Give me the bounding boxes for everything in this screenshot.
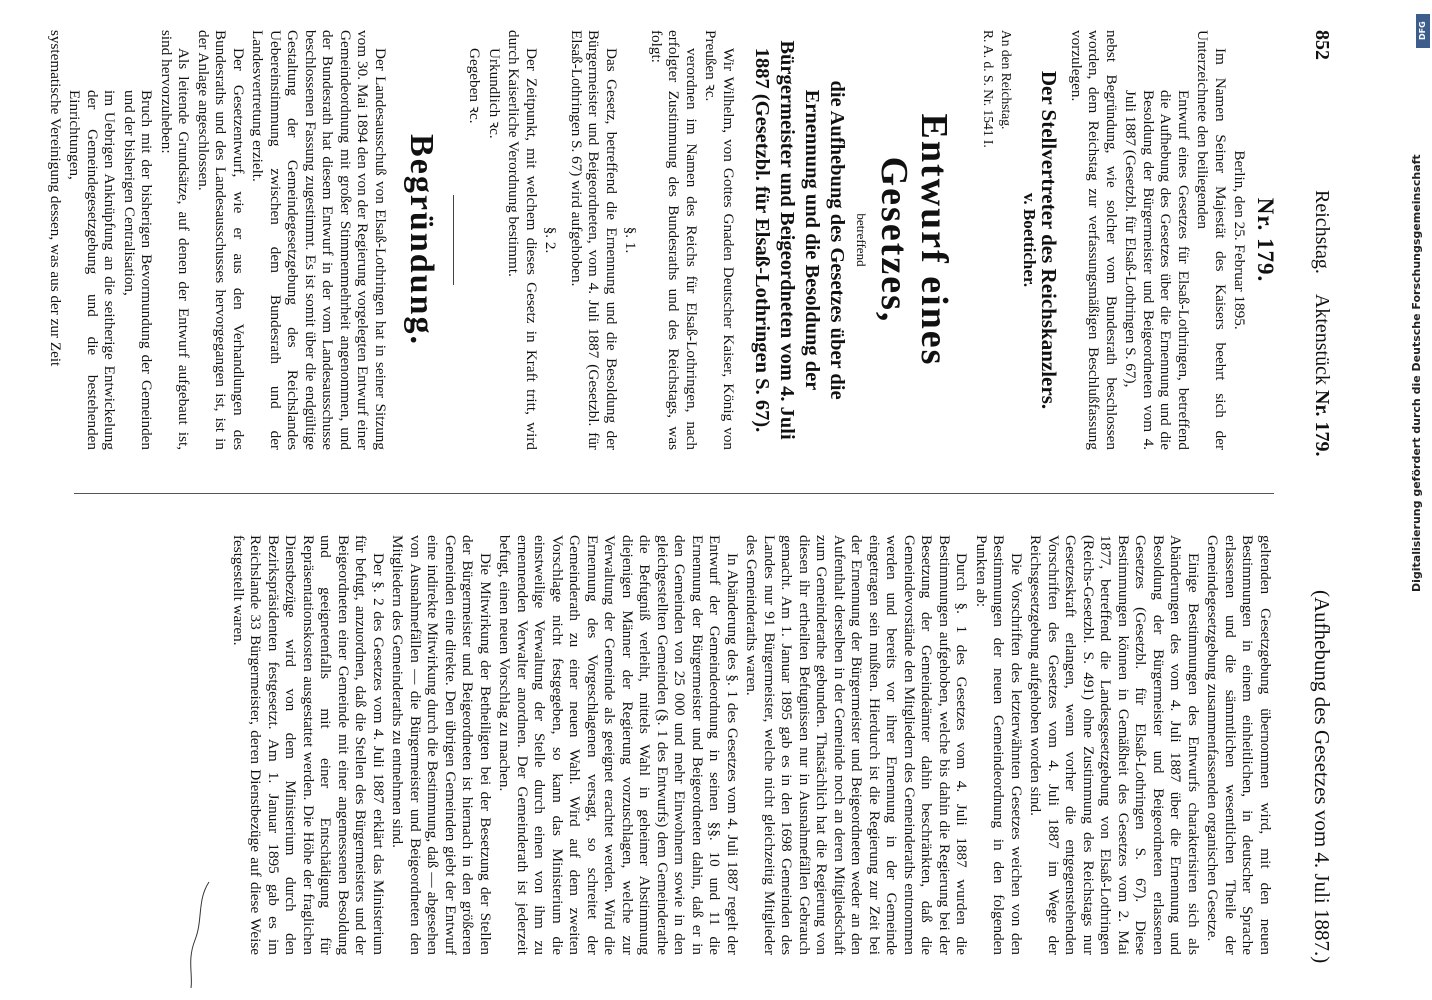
justification-para-2: Der Gesetzentwurf, wie er aus den Verhandlungen des Bundesraths und des Landesausschusses hervorgegangen ist, ist in der Anlage angeschlossen.	[195, 30, 247, 450]
right-para-6: Die Mitwirkung der Betheiligten bei der Besetzung der Stellen der Bürgermeister und Beigeordneten ist hiernach in den größeren Gemeinden eine direkte. Den übrigen Gemeinden giebt der Entwurf eine indirekte Mitwirkung durch die Bestimmung, daß — abgesehen von Ausnahmefällen — die Bürgermeister und Beigeordneten den Mitgliedern des Gemeinderaths zu entnehmen sind.	[389, 535, 494, 955]
section-1-heading: §. 1.	[622, 226, 640, 254]
right-column	[228, 535, 1275, 955]
doc-number-heading: Nr. 179.	[1253, 197, 1278, 283]
margin-annotation-mark	[189, 880, 211, 990]
justification-heading: Begründung.	[403, 134, 440, 346]
bill-title: die Aufhebung des Gesetzes über die Ernennung und die Besoldung der Bürgermeister und Beigeordneten vom 4. Juli 1887 (Gesetzbl. für Elsaß-Lothringen S. 67).	[751, 40, 848, 440]
page-number: 852	[1311, 30, 1333, 60]
date-line: Berlin, den 25. Februar 1895.	[1231, 150, 1249, 330]
signatory-name: v. Boetticher.	[1020, 192, 1039, 288]
principle-1: Bruch mit der bisherigen Bevormundung der Gemeinden und der bisherigen Centralisation,	[121, 90, 156, 450]
left-column	[45, 30, 1278, 450]
section-1-text: Das Gesetz, betreffend die Ernennung und die Besoldung der Bürgermeister und Beigeordneten, vom 4. Juli 1887 (Gesetzbl. für Elsaß-Lothringen S. 67) wird aufgehoben.	[568, 30, 620, 450]
gegeben-line: Gegeben ꝛc.	[466, 48, 484, 124]
justification-para-1: Der Landesausschuß von Elsaß-Lothringen hat in seiner Sitzung vom 30. Mai 1894 den von der Regierung vorgelegten Entwurf einer Gemeindeordnung mit großer Stimmenmehrheit angenommen, und der Bundesrath hat diesem Entwurf in der vom Landesausschusse beschlossenen Fassung zugestimmt. Es ist somit über die endgültige Gestaltung der Gemeindegesetzgebung des Reichslandes Uebereinstimmung zwischen dem Bundesrath und der Landesvertretung erzielt.	[249, 30, 389, 450]
section-separator	[453, 195, 454, 285]
principle-2: im Uebrigen Anknüpfung an die seitherige Entwickelung der Gemeindegesetzgebung und die bestehenden Einrichtungen,	[66, 90, 119, 450]
intro-text: Im Namen Seiner Majestät des Kaisers beehrt sich der Unterzeichnete den beiliegenden	[1194, 30, 1229, 450]
section-2-text: Der Zeitpunkt, mit welchem dieses Gesetz in Kraft tritt, wird durch Kaiserliche Verordnung bestimmt.	[505, 30, 540, 450]
betreffend-label: betreffend	[854, 213, 870, 267]
right-para-4: Durch §. 1 des Gesetzes vom 4. Juli 1887 wurden die Bestimmungen aufgehoben, welche bis dahin die Regierung bei der Besetzung der Gemeindeämter dahin beschränkten, daß die Gemeindevorstände den Mitgliedern des Gemeinderaths entnommen werden und bereits vor ihrer Ernennung in der Gemeinde eingetragen sein mußten. Hierdurch ist die Regierung zur Zeit bei der Ernennung der Bürgermeister und Beigeordneten weder an den Aufenthalt derselben in der Gemeinde noch an deren Mitgliedschaft zum Gemeinderathe gebunden. Thatsächlich hat die Regierung von diesen ihr ertheilten Befugnissen nur in Ausnahmefällen Gebrauch gemacht. Am 1. Januar 1895 gab es in den 1698 Gemeinden des Landes nur 91 Bürgermeister, welche nicht gleichzeitig Mitglieder des Gemeinderaths waren.	[743, 535, 971, 955]
header-section	[1313, 190, 1331, 456]
section-2-heading: §. 2.	[542, 226, 560, 254]
draft-heading: Entwurf eines Gesetzes,	[873, 113, 956, 367]
signatory-title: Der Stellvertreter des Reichskanzlers.	[1037, 70, 1062, 410]
right-para-1: geltenden Gesetzgebung übernommen wird, mit den neuen Bestimmungen in einem einheitlichen, in deutscher Sprache erlassenen und die sämmtlichen wesentlichen Theile der Gemeindegesetzgebung zusammenfassenden organischen Gesetze.	[1204, 535, 1274, 955]
justification-para-3: Als leitende Grundsätze, auf denen der Entwurf aufgebaut ist, sind hervorzuheben:	[158, 30, 193, 450]
header-right: (Aufhebung des Gesetzes vom 4. Juli 1887.)	[1310, 590, 1334, 964]
digitization-watermark: Digitalisierung gefördert durch die Deutsche Forschungsgemeinschaft	[1410, 154, 1423, 592]
dfg-logo: DFG	[1416, 14, 1430, 48]
right-para-3: Die Vorschriften des letzterwähnten Gesetzes weichen von den Bestimmungen der neuen Gemeindeordnung in den folgenden Punkten ab:	[973, 535, 1025, 955]
intro-closing: nebst Begründung, wie solcher vom Bundesrath beschlossen worden, dem Reichstag zur verfassungsmäßigen Beschlußfassung vorzulegen.	[1068, 30, 1120, 450]
urkundlich-line: Urkundlich ꝛc.	[486, 48, 503, 139]
principle-3: systematische Vereinigung dessen, was aus der zur Zeit	[47, 30, 64, 367]
rotated-document-page	[47, 30, 1342, 970]
enacting-formula: Wir Wilhelm, von Gottes Gnaden Deutscher Kaiser, König von Preußen ꝛc.	[702, 30, 737, 450]
right-para-5: In Abänderung des §. 1 des Gesetzes vom 4. Juli 1887 regelt der Entwurf der Gemeindeordnung in seinen §§. 10 und 11 die Ernennung der Bürgermeister und Beigeordneten dahin, daß er in den Gemeinden von 25 000 und mehr Einwohnern sowie in den gleichgestellten Gemeinden (§. 1 des Entwurfs) dem Gemeinderathe die Befugniß verleiht, mittels Wahl in geheimer Abstimmung diejenigen Männer der Regierung vorzuschlagen, welche zur Verwaltung der Gemeinde als geeignet erachtet werden. Wird die Ernennung des Vorgeschlagenen versagt, so schreitet der Gemeinderath zu einer neuen Wahl. Wird auf dem zweiten Vorschlage nicht festgegeben, so kann das Ministerium die einstweilige Verwaltung der Stelle durch einen von ihm zu ernennenden Verwalter anordnen. Der Gemeinderath ist jederzeit befugt, einen neuen Vorschlag zu machen.	[496, 535, 741, 955]
right-para-7: Der §. 2 des Gesetzes vom 4. Juli 1887 erklärt das Ministerium für befugt, anzuordnen, daß die Stellen des Bürgermeisters und der Beigeordneten einer Gemeinde mit einer angemessenen Besoldung und geeignetenfalls mit einer Entschädigung für Repräsentationskosten ausgestattet werden. Die Höhe der fraglichen Dienstbezüge wird von dem Ministerium durch den Bezirkspräsidenten festgesetzt. Am 1. Januar 1895 gab es im Reichslande 33 Bürgermeister, deren Dienstbezüge auf diese Weise festgestellt waren.	[230, 535, 387, 955]
running-header	[1298, 30, 1334, 970]
bill-reference: Entwurf eines Gesetzes für Elsaß-Lothringen, betreffend die Aufhebung des Gesetzes über die Ernennung und die Besoldung der Bürgermeister und Beigeordneten vom 4. Juli 1887 (Gesetzbl. für Elsaß-Lothringen S. 67),	[1122, 90, 1192, 450]
file-number: R. A. d. S. Nr. 1541 I.	[981, 30, 997, 148]
column-divider	[74, 493, 1274, 494]
right-para-2: Einige Bestimmungen des Entwurfs charakterisiren sich als Abänderungen des vom 4. Juli 1887 über die Ernennung und Besoldung der Bürgermeister und Beigeordneten erlassenen Gesetzes (Gesetzbl. für Elsaß-Lothringen S. 67). Diese Bestimmungen können in Gemäßheit des Gesetzes vom 2. Mai 1877, betreffend die Landesgesetzgebung von Elsaß-Lothringen (Reichs-Gesetzbl. S. 491) ohne Zustimmung des Reichstags nur Gesetzeskraft erlangen, wenn vorher die entgegenstehenden Vorschriften des Gesetzes vom 4. Juli 1887 im Wege der Reichsgesetzgebung aufgehoben worden sind.	[1027, 535, 1202, 955]
header-reichstag: Reichstag.	[1311, 190, 1333, 274]
enacting-clause: verordnen im Namen des Reichs für Elsaß-Lothringen, nach erfolgter Zustimmung des Bundesraths und des Reichstags, was folgt:	[648, 30, 700, 450]
header-doc-label: Aktenstück	[1311, 293, 1333, 385]
addressee: An den Reichstag.	[999, 30, 1015, 130]
header-doc-number: Nr. 179.	[1311, 389, 1333, 457]
